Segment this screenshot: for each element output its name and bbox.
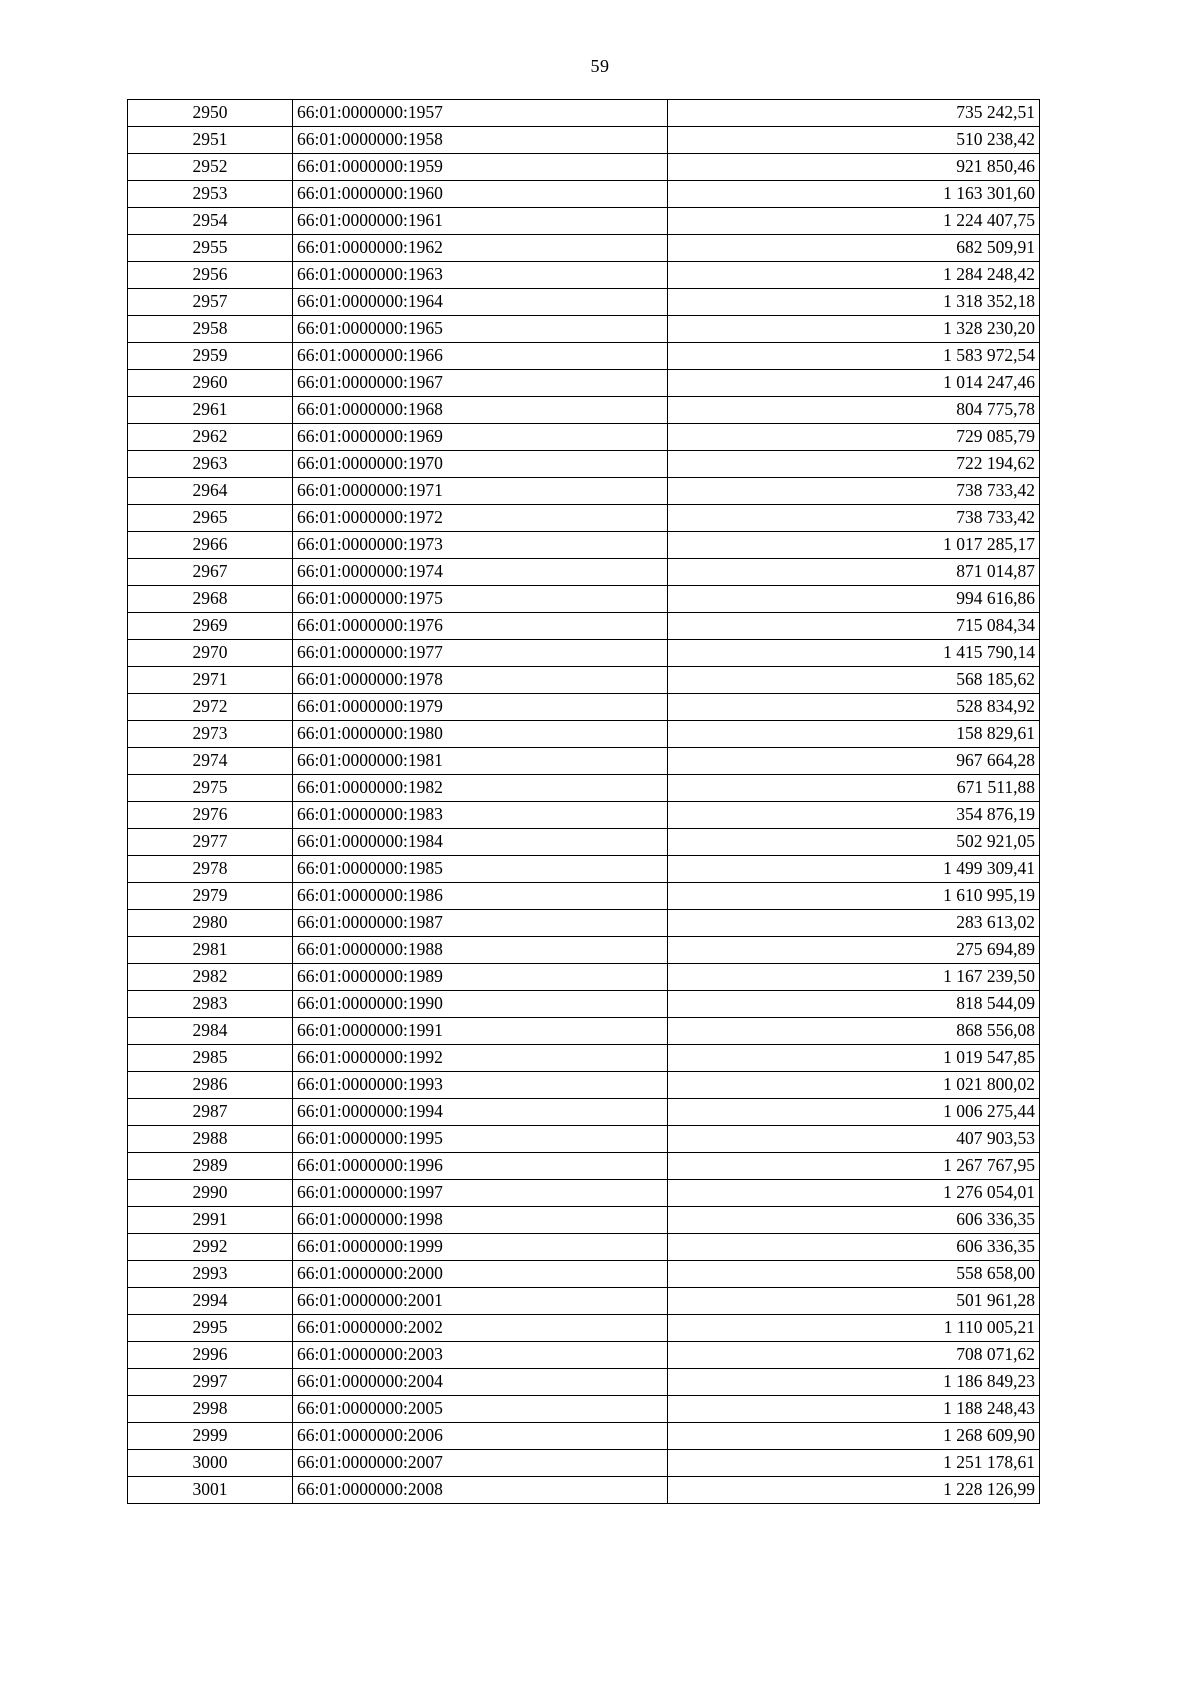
table-row — [128, 721, 1040, 748]
table-row — [128, 1315, 1040, 1342]
row-index-cell: 2991 — [128, 1207, 293, 1234]
cadastral-number-cell: 66:01:0000000:1968 — [293, 397, 668, 424]
cadastral-number-cell: 66:01:0000000:2008 — [293, 1477, 668, 1504]
cadastral-number-cell: 66:01:0000000:1967 — [293, 370, 668, 397]
table-row — [128, 1342, 1040, 1369]
value-cell: 1 610 995,19 — [668, 883, 1040, 910]
row-index-cell: 2999 — [128, 1423, 293, 1450]
table-body — [128, 100, 1040, 1504]
cadastral-number-cell: 66:01:0000000:1959 — [293, 154, 668, 181]
table-row — [128, 586, 1040, 613]
table-row — [128, 478, 1040, 505]
cadastral-number-cell: 66:01:0000000:1971 — [293, 478, 668, 505]
row-index-cell: 2960 — [128, 370, 293, 397]
cadastral-number-cell: 66:01:0000000:1966 — [293, 343, 668, 370]
table-row — [128, 370, 1040, 397]
table-row — [128, 235, 1040, 262]
row-index-cell: 2987 — [128, 1099, 293, 1126]
value-cell: 528 834,92 — [668, 694, 1040, 721]
cadastral-number-cell: 66:01:0000000:1982 — [293, 775, 668, 802]
cadastral-number-cell: 66:01:0000000:1983 — [293, 802, 668, 829]
row-index-cell: 2969 — [128, 613, 293, 640]
table-row — [128, 100, 1040, 127]
value-cell: 1 019 547,85 — [668, 1045, 1040, 1072]
cadastral-number-cell: 66:01:0000000:1994 — [293, 1099, 668, 1126]
cadastral-number-cell: 66:01:0000000:1990 — [293, 991, 668, 1018]
table-row — [128, 559, 1040, 586]
cadastral-number-cell: 66:01:0000000:1980 — [293, 721, 668, 748]
row-index-cell: 2982 — [128, 964, 293, 991]
table-row — [128, 1234, 1040, 1261]
cadastral-number-cell: 66:01:0000000:2005 — [293, 1396, 668, 1423]
cadastral-number-cell: 66:01:0000000:1960 — [293, 181, 668, 208]
table-row — [128, 1153, 1040, 1180]
table-row — [128, 1180, 1040, 1207]
table-row — [128, 802, 1040, 829]
row-index-cell: 2988 — [128, 1126, 293, 1153]
table-row — [128, 1207, 1040, 1234]
table-row — [128, 910, 1040, 937]
row-index-cell: 2963 — [128, 451, 293, 478]
table-row — [128, 640, 1040, 667]
cadastral-number-cell: 66:01:0000000:1970 — [293, 451, 668, 478]
row-index-cell: 2984 — [128, 1018, 293, 1045]
table-row — [128, 856, 1040, 883]
cadastral-number-cell: 66:01:0000000:2000 — [293, 1261, 668, 1288]
value-cell: 729 085,79 — [668, 424, 1040, 451]
value-cell: 871 014,87 — [668, 559, 1040, 586]
value-cell: 967 664,28 — [668, 748, 1040, 775]
value-cell: 1 276 054,01 — [668, 1180, 1040, 1207]
row-index-cell: 2959 — [128, 343, 293, 370]
cadastral-number-cell: 66:01:0000000:1995 — [293, 1126, 668, 1153]
table-row — [128, 937, 1040, 964]
cadastral-number-cell: 66:01:0000000:1972 — [293, 505, 668, 532]
cadastral-number-cell: 66:01:0000000:1973 — [293, 532, 668, 559]
table-row — [128, 181, 1040, 208]
row-index-cell: 2972 — [128, 694, 293, 721]
row-index-cell: 2996 — [128, 1342, 293, 1369]
table-row — [128, 316, 1040, 343]
value-cell: 354 876,19 — [668, 802, 1040, 829]
row-index-cell: 2976 — [128, 802, 293, 829]
page-number: 59 — [590, 56, 610, 76]
value-cell: 682 509,91 — [668, 235, 1040, 262]
row-index-cell: 2958 — [128, 316, 293, 343]
value-cell: 510 238,42 — [668, 127, 1040, 154]
cadastral-number-cell: 66:01:0000000:1958 — [293, 127, 668, 154]
value-cell: 715 084,34 — [668, 613, 1040, 640]
value-cell: 1 318 352,18 — [668, 289, 1040, 316]
value-cell: 1 268 609,90 — [668, 1423, 1040, 1450]
row-index-cell: 2983 — [128, 991, 293, 1018]
value-cell: 1 228 126,99 — [668, 1477, 1040, 1504]
row-index-cell: 2954 — [128, 208, 293, 235]
table-row — [128, 1099, 1040, 1126]
value-cell: 1 224 407,75 — [668, 208, 1040, 235]
value-cell: 158 829,61 — [668, 721, 1040, 748]
value-cell: 1 017 285,17 — [668, 532, 1040, 559]
value-cell: 735 242,51 — [668, 100, 1040, 127]
cadastral-number-cell: 66:01:0000000:1991 — [293, 1018, 668, 1045]
table-row — [128, 1045, 1040, 1072]
row-index-cell: 2961 — [128, 397, 293, 424]
cadastral-number-cell: 66:01:0000000:1976 — [293, 613, 668, 640]
table-row — [128, 262, 1040, 289]
row-index-cell: 2951 — [128, 127, 293, 154]
table-row — [128, 424, 1040, 451]
row-index-cell: 2956 — [128, 262, 293, 289]
cadastral-number-cell: 66:01:0000000:2002 — [293, 1315, 668, 1342]
cadastral-number-cell: 66:01:0000000:1984 — [293, 829, 668, 856]
table-row — [128, 289, 1040, 316]
value-cell: 1 014 247,46 — [668, 370, 1040, 397]
value-cell: 1 163 301,60 — [668, 181, 1040, 208]
value-cell: 502 921,05 — [668, 829, 1040, 856]
table-row — [128, 208, 1040, 235]
table-row — [128, 154, 1040, 181]
value-cell: 558 658,00 — [668, 1261, 1040, 1288]
row-index-cell: 2979 — [128, 883, 293, 910]
cadastral-number-cell: 66:01:0000000:1969 — [293, 424, 668, 451]
table-row — [128, 991, 1040, 1018]
row-index-cell: 2978 — [128, 856, 293, 883]
table-row — [128, 1072, 1040, 1099]
value-cell: 921 850,46 — [668, 154, 1040, 181]
row-index-cell: 3000 — [128, 1450, 293, 1477]
row-index-cell: 2986 — [128, 1072, 293, 1099]
cadastral-number-cell: 66:01:0000000:1999 — [293, 1234, 668, 1261]
value-cell: 738 733,42 — [668, 505, 1040, 532]
row-index-cell: 2990 — [128, 1180, 293, 1207]
row-index-cell: 2966 — [128, 532, 293, 559]
table-row — [128, 532, 1040, 559]
cadastral-number-cell: 66:01:0000000:1986 — [293, 883, 668, 910]
cadastral-number-cell: 66:01:0000000:1979 — [293, 694, 668, 721]
value-cell: 1 188 248,43 — [668, 1396, 1040, 1423]
row-index-cell: 2985 — [128, 1045, 293, 1072]
value-cell: 1 021 800,02 — [668, 1072, 1040, 1099]
row-index-cell: 2997 — [128, 1369, 293, 1396]
value-cell: 708 071,62 — [668, 1342, 1040, 1369]
cadastral-number-cell: 66:01:0000000:1977 — [293, 640, 668, 667]
cadastral-number-cell: 66:01:0000000:1985 — [293, 856, 668, 883]
table-row — [128, 1477, 1040, 1504]
cadastral-number-cell: 66:01:0000000:1987 — [293, 910, 668, 937]
value-cell: 671 511,88 — [668, 775, 1040, 802]
row-index-cell: 2994 — [128, 1288, 293, 1315]
row-index-cell: 2980 — [128, 910, 293, 937]
table-row — [128, 775, 1040, 802]
row-index-cell: 2964 — [128, 478, 293, 505]
cadastral-number-cell: 66:01:0000000:2001 — [293, 1288, 668, 1315]
value-cell: 1 186 849,23 — [668, 1369, 1040, 1396]
value-cell: 1 328 230,20 — [668, 316, 1040, 343]
table-row — [128, 397, 1040, 424]
table-row — [128, 1369, 1040, 1396]
cadastral-number-cell: 66:01:0000000:1981 — [293, 748, 668, 775]
value-cell: 1 267 767,95 — [668, 1153, 1040, 1180]
row-index-cell: 2953 — [128, 181, 293, 208]
row-index-cell: 2970 — [128, 640, 293, 667]
cadastral-number-cell: 66:01:0000000:1996 — [293, 1153, 668, 1180]
value-cell: 606 336,35 — [668, 1234, 1040, 1261]
table-row — [128, 694, 1040, 721]
table-row — [128, 451, 1040, 478]
table-row — [128, 343, 1040, 370]
cadastral-number-cell: 66:01:0000000:1975 — [293, 586, 668, 613]
value-cell: 606 336,35 — [668, 1207, 1040, 1234]
value-cell: 722 194,62 — [668, 451, 1040, 478]
cadastral-number-cell: 66:01:0000000:1961 — [293, 208, 668, 235]
row-index-cell: 2962 — [128, 424, 293, 451]
cadastral-number-cell: 66:01:0000000:1974 — [293, 559, 668, 586]
row-index-cell: 2995 — [128, 1315, 293, 1342]
cadastral-number-cell: 66:01:0000000:1988 — [293, 937, 668, 964]
row-index-cell: 2998 — [128, 1396, 293, 1423]
table-row — [128, 883, 1040, 910]
row-index-cell: 2993 — [128, 1261, 293, 1288]
row-index-cell: 2992 — [128, 1234, 293, 1261]
cadastral-number-cell: 66:01:0000000:1998 — [293, 1207, 668, 1234]
cadastral-number-cell: 66:01:0000000:1993 — [293, 1072, 668, 1099]
value-cell: 868 556,08 — [668, 1018, 1040, 1045]
value-cell: 1 167 239,50 — [668, 964, 1040, 991]
row-index-cell: 2965 — [128, 505, 293, 532]
table-row — [128, 613, 1040, 640]
cadastral-number-cell: 66:01:0000000:2007 — [293, 1450, 668, 1477]
table-row — [128, 127, 1040, 154]
cadastral-number-cell: 66:01:0000000:1989 — [293, 964, 668, 991]
value-cell: 407 903,53 — [668, 1126, 1040, 1153]
value-cell: 1 251 178,61 — [668, 1450, 1040, 1477]
row-index-cell: 3001 — [128, 1477, 293, 1504]
cadastral-number-cell: 66:01:0000000:1992 — [293, 1045, 668, 1072]
cadastral-number-cell: 66:01:0000000:1997 — [293, 1180, 668, 1207]
value-cell: 501 961,28 — [668, 1288, 1040, 1315]
cadastral-number-cell: 66:01:0000000:2006 — [293, 1423, 668, 1450]
row-index-cell: 2950 — [128, 100, 293, 127]
row-index-cell: 2955 — [128, 235, 293, 262]
value-cell: 818 544,09 — [668, 991, 1040, 1018]
value-cell: 1 284 248,42 — [668, 262, 1040, 289]
table-row — [128, 1126, 1040, 1153]
row-index-cell: 2973 — [128, 721, 293, 748]
value-cell: 283 613,02 — [668, 910, 1040, 937]
value-cell: 1 499 309,41 — [668, 856, 1040, 883]
cadastral-number-cell: 66:01:0000000:1963 — [293, 262, 668, 289]
table-row — [128, 1261, 1040, 1288]
value-cell: 275 694,89 — [668, 937, 1040, 964]
value-cell: 1 006 275,44 — [668, 1099, 1040, 1126]
row-index-cell: 2957 — [128, 289, 293, 316]
value-cell: 1 110 005,21 — [668, 1315, 1040, 1342]
cadastral-number-cell: 66:01:0000000:1965 — [293, 316, 668, 343]
value-cell: 1 415 790,14 — [668, 640, 1040, 667]
value-cell: 568 185,62 — [668, 667, 1040, 694]
cadastral-number-cell: 66:01:0000000:1978 — [293, 667, 668, 694]
table-row — [128, 505, 1040, 532]
value-cell: 994 616,86 — [668, 586, 1040, 613]
cadastral-number-cell: 66:01:0000000:1962 — [293, 235, 668, 262]
table-row — [128, 667, 1040, 694]
row-index-cell: 2974 — [128, 748, 293, 775]
cadastral-number-cell: 66:01:0000000:2003 — [293, 1342, 668, 1369]
table-row — [128, 829, 1040, 856]
cadastral-number-cell: 66:01:0000000:2004 — [293, 1369, 668, 1396]
table-row — [128, 748, 1040, 775]
data-table — [127, 99, 1040, 1504]
table-row — [128, 1450, 1040, 1477]
table-row — [128, 964, 1040, 991]
row-index-cell: 2967 — [128, 559, 293, 586]
table-row — [128, 1018, 1040, 1045]
row-index-cell: 2989 — [128, 1153, 293, 1180]
table-row — [128, 1288, 1040, 1315]
row-index-cell: 2977 — [128, 829, 293, 856]
row-index-cell: 2975 — [128, 775, 293, 802]
value-cell: 1 583 972,54 — [668, 343, 1040, 370]
table-row — [128, 1396, 1040, 1423]
row-index-cell: 2952 — [128, 154, 293, 181]
value-cell: 738 733,42 — [668, 478, 1040, 505]
cadastral-number-cell: 66:01:0000000:1957 — [293, 100, 668, 127]
table-row — [128, 1423, 1040, 1450]
row-index-cell: 2968 — [128, 586, 293, 613]
row-index-cell: 2971 — [128, 667, 293, 694]
row-index-cell: 2981 — [128, 937, 293, 964]
cadastral-number-cell: 66:01:0000000:1964 — [293, 289, 668, 316]
value-cell: 804 775,78 — [668, 397, 1040, 424]
